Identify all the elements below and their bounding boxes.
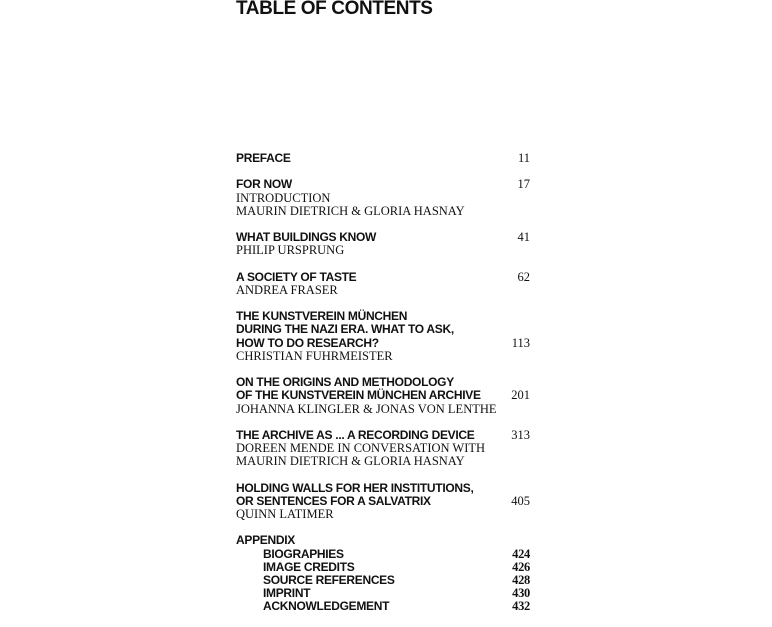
entry-author: PHILIP URSPRUNG — [236, 243, 345, 258]
table-of-contents — [236, 152, 532, 627]
appendix-title: APPENDIX — [236, 533, 295, 548]
entry-title-line: ON THE ORIGINS AND METHODOLOGY — [236, 375, 454, 390]
appendix-item-label: ACKNOWLEDGEMENT — [263, 599, 390, 614]
page-number: 113 — [511, 335, 530, 350]
appendix-item-acknowledgement[interactable] — [236, 600, 532, 613]
entry-title-line: OF THE KUNSTVEREIN MÜNCHEN ARCHIVE — [236, 388, 481, 403]
toc-entry-appendix — [236, 534, 532, 613]
entry-title: A SOCIETY OF TASTE — [236, 269, 357, 284]
entry-author: MAURIN DIETRICH & GLORIA HASNAY — [236, 203, 465, 218]
entry-title-line: OR SENTENCES FOR A SALVATRIX — [236, 493, 431, 508]
entry-title: FOR NOW — [236, 177, 292, 192]
toc-entry-archive-recording-device[interactable] — [236, 429, 532, 469]
page-number: 17 — [517, 177, 530, 192]
page-number: 428 — [512, 573, 530, 587]
toc-entry-society-of-taste[interactable] — [236, 271, 532, 297]
page-number: 62 — [517, 269, 530, 284]
entry-title: WHAT BUILDINGS KNOW — [236, 230, 377, 245]
entry-subtitle: INTRODUCTION — [236, 190, 331, 205]
toc-entry-origins-methodology[interactable] — [236, 376, 532, 416]
entry-author: CHRISTIAN FUHRMEISTER — [236, 348, 393, 363]
entry-title-line: DURING THE NAZI ERA. WHAT TO ASK, — [236, 322, 454, 337]
entry-title: THE ARCHIVE AS ... A RECORDING DEVICE — [236, 427, 475, 442]
appendix-item-label: IMAGE CREDITS — [263, 559, 355, 574]
entry-title-line: HOW TO DO RESEARCH? — [236, 335, 379, 350]
entry-author: JOHANNA KLINGLER & JONAS VON LENTHE — [236, 401, 497, 416]
toc-entry-preface[interactable] — [236, 152, 532, 165]
page-number: 426 — [512, 559, 530, 574]
toc-entry-nazi-era[interactable] — [236, 310, 532, 363]
entry-title: PREFACE — [236, 151, 291, 165]
page-number: 424 — [512, 546, 530, 561]
toc-entry-for-now[interactable] — [236, 178, 532, 218]
page-number: 313 — [511, 427, 530, 442]
page-title: TABLE OF CONTENTS — [236, 0, 433, 19]
appendix-item-label: IMPRINT — [263, 586, 311, 601]
page-number: 430 — [512, 586, 530, 601]
appendix-item-label: SOURCE REFERENCES — [263, 573, 395, 587]
page-number: 41 — [517, 230, 530, 245]
entry-title-line: HOLDING WALLS FOR HER INSTITUTIONS, — [236, 480, 474, 495]
appendix-item-label: BIOGRAPHIES — [263, 546, 344, 561]
page-number: 201 — [511, 388, 530, 403]
entry-author-line: DOREEN MENDE IN CONVERSATION WITH — [236, 441, 486, 456]
toc-entry-holding-walls[interactable] — [236, 482, 532, 522]
page-number: 11 — [517, 151, 530, 165]
page-number: 432 — [512, 599, 530, 614]
entry-author: QUINN LATIMER — [236, 507, 334, 522]
entry-author: ANDREA FRASER — [236, 282, 338, 297]
entry-author-line: MAURIN DIETRICH & GLORIA HASNAY — [236, 454, 465, 469]
toc-entry-what-buildings-know[interactable] — [236, 231, 532, 257]
page-number: 405 — [511, 493, 530, 508]
entry-title-line: THE KUNSTVEREIN MÜNCHEN — [236, 309, 408, 324]
